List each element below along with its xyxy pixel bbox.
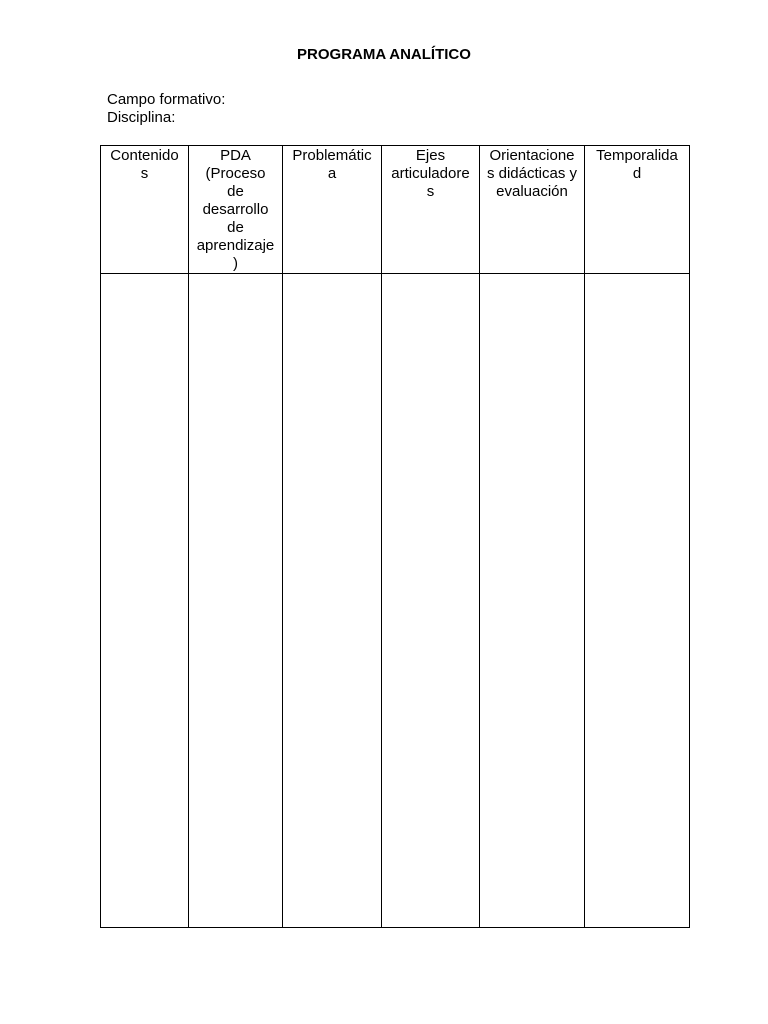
cell-orientaciones[interactable] [480,274,585,928]
cell-contenidos[interactable] [101,274,189,928]
header-orientaciones [480,146,585,274]
header-problematica [283,146,382,274]
table-header-row [101,146,690,274]
header-orientaciones-label: Orientacione s didácticas y evaluación [486,147,578,200]
header-temporalidad-label: Temporalida d [596,147,678,182]
header-ejes-articuladores [382,146,480,274]
document-title: PROGRAMA ANALÍTICO [297,46,471,63]
table-row [101,274,690,928]
header-pda [189,146,283,274]
program-table [100,145,690,928]
cell-temporalidad[interactable] [585,274,690,928]
header-contenidos-label: Contenido s [110,147,179,182]
form-fields [107,91,225,127]
disciplina-label: Disciplina: [107,109,176,126]
campo-formativo-label: Campo formativo: [107,91,226,108]
cell-pda[interactable] [189,274,283,928]
header-problematica-label: Problemátic a [292,147,372,182]
header-temporalidad [585,146,690,274]
cell-problematica[interactable] [283,274,382,928]
cell-ejes-articuladores[interactable] [382,274,480,928]
header-ejes-articuladores-label: Ejes articuladore s [391,147,470,200]
header-contenidos [101,146,189,274]
header-pda-label: PDA (Proceso de desarrollo de aprendizaje ) [196,147,275,272]
